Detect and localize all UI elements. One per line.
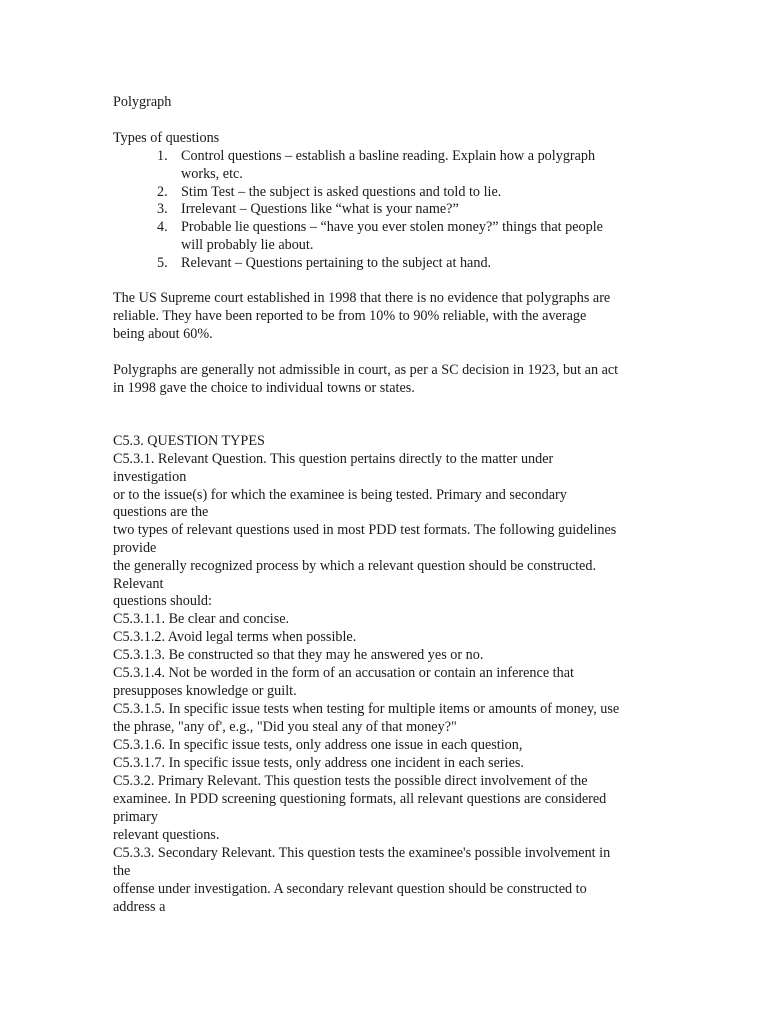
section-line: the phrase, "any of', e.g., "Did you steal any of that money?": [113, 719, 457, 735]
section-line: investigation: [113, 469, 187, 485]
section-line: presupposes knowledge or guilt.: [113, 683, 297, 699]
list-item-line: Probable lie questions – “have you ever stolen money?” things that people: [181, 219, 603, 235]
section-line: C5.3.1.6. In specific issue tests, only address one issue in each question,: [113, 737, 523, 753]
section-heading: C5.3. QUESTION TYPES: [113, 433, 265, 449]
section-line: two types of relevant questions used in most PDD test formats. The following guidelines: [113, 522, 617, 538]
section-line: C5.3.1.2. Avoid legal terms when possible.: [113, 629, 357, 645]
section-line: or to the issue(s) for which the examinee is being tested. Primary and secondary: [113, 487, 567, 503]
paragraph-line: The US Supreme court established in 1998 that there is no evidence that polygraphs are: [113, 290, 611, 306]
section-line: C5.3.1.3. Be constructed so that they may he answered yes or no.: [113, 647, 484, 663]
paragraph-line: in 1998 gave the choice to individual towns or states.: [113, 380, 415, 396]
list-number: 1.: [157, 148, 168, 164]
section-line: provide: [113, 540, 157, 556]
section-line: questions should:: [113, 593, 212, 609]
section-line: C5.3.1.5. In specific issue tests when testing for multiple items or amounts of money, use: [113, 701, 620, 717]
list-item-line: Stim Test – the subject is asked questions and told to lie.: [181, 184, 502, 200]
list-number: 3.: [157, 201, 168, 217]
section-line: C5.3.1.7. In specific issue tests, only address one incident in each series.: [113, 755, 524, 771]
paragraph-line: reliable. They have been reported to be from 10% to 90% reliable, with the average: [113, 308, 587, 324]
section-line: C5.3.1.1. Be clear and concise.: [113, 611, 290, 627]
section-line: examinee. In PDD screening questioning formats, all relevant questions are considered: [113, 791, 607, 807]
section-line: C5.3.2. Primary Relevant. This question tests the possible direct involvement of the: [113, 773, 588, 789]
types-heading: Types of questions: [113, 130, 220, 146]
paragraph-line: Polygraphs are generally not admissible in court, as per a SC decision in 1923, but an act: [113, 362, 619, 378]
section-line: C5.3.3. Secondary Relevant. This question tests the examinee's possible involvement in: [113, 845, 611, 861]
section-line: C5.3.1.4. Not be worded in the form of an accusation or contain an inference that: [113, 665, 574, 681]
paragraph-line: being about 60%.: [113, 326, 213, 342]
section-line: offense under investigation. A secondary relevant question should be constructed to: [113, 881, 587, 897]
section-line: C5.3.1. Relevant Question. This question pertains directly to the matter under: [113, 451, 554, 467]
list-item-line: will probably lie about.: [181, 237, 314, 253]
section-line: questions are the: [113, 504, 209, 520]
list-number: 5.: [157, 255, 168, 271]
list-item-line: works, etc.: [181, 166, 243, 182]
section-line: the: [113, 863, 131, 879]
list-item-line: Irrelevant – Questions like “what is your name?”: [181, 201, 459, 217]
section-line: relevant questions.: [113, 827, 220, 843]
section-line: address a: [113, 899, 166, 915]
list-number: 4.: [157, 219, 168, 235]
list-number: 2.: [157, 184, 168, 200]
section-line: the generally recognized process by which a relevant question should be constructed.: [113, 558, 596, 574]
section-line: Relevant: [113, 576, 164, 592]
list-item-line: Control questions – establish a basline reading. Explain how a polygraph: [181, 148, 596, 164]
list-item-line: Relevant – Questions pertaining to the subject at hand.: [181, 255, 492, 271]
document-title: Polygraph: [113, 94, 172, 110]
section-line: primary: [113, 809, 158, 825]
